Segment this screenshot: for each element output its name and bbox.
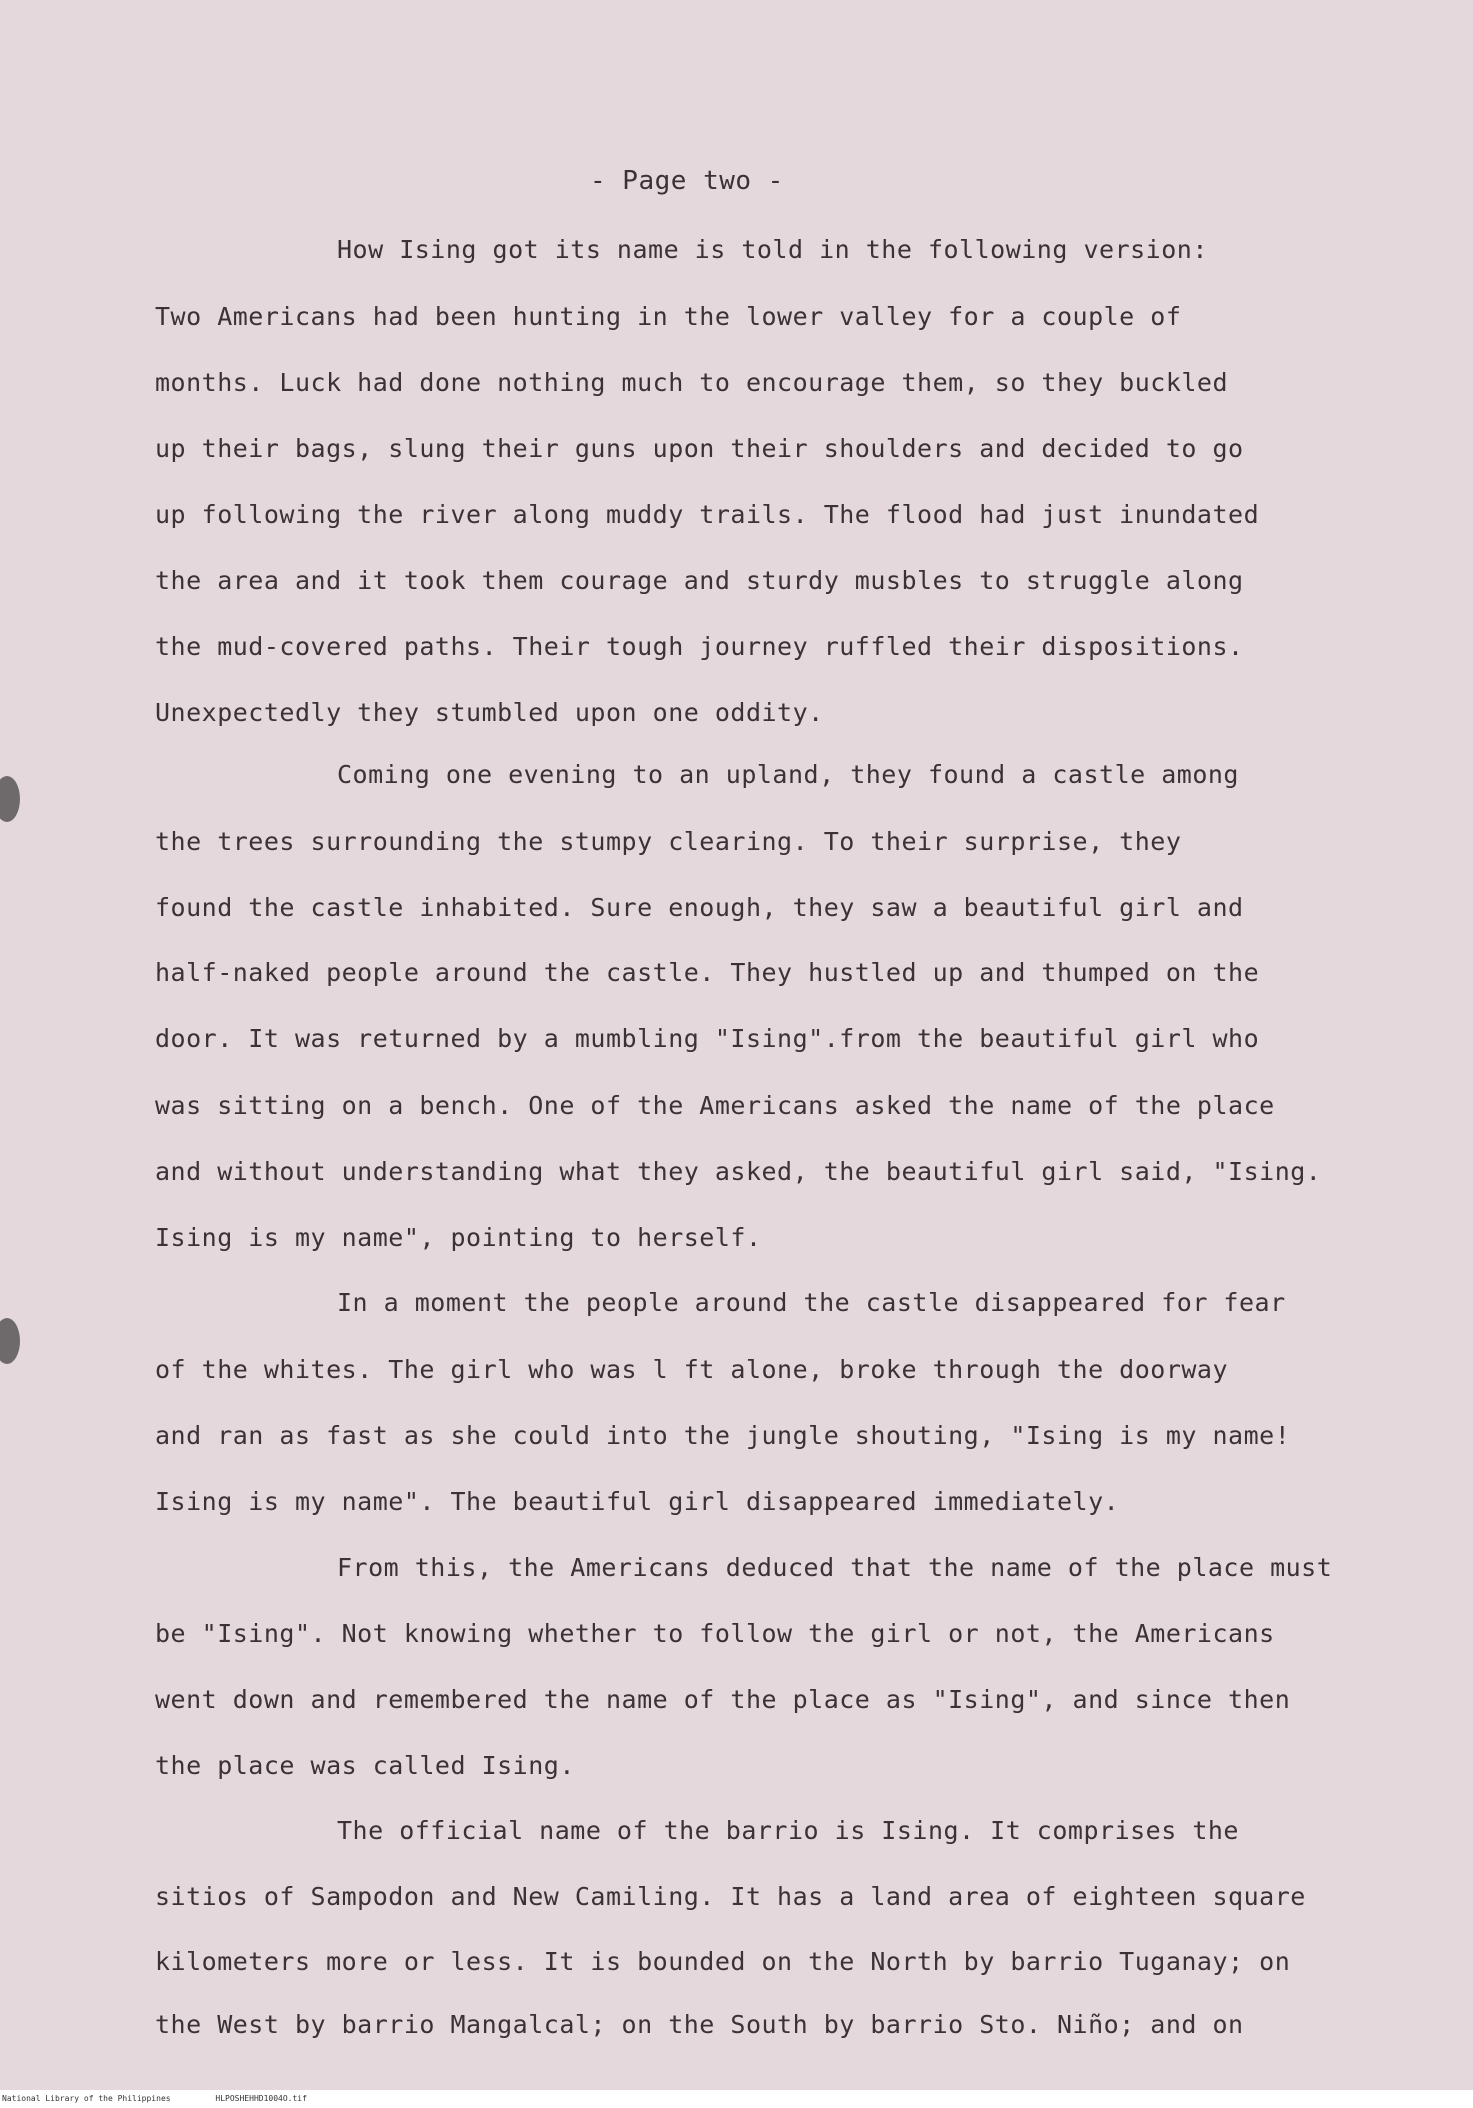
- text-line: months. Luck had done nothing much to encourage them, so they buckled: [155, 368, 1229, 397]
- text-line: and without understanding what they asked, the beautiful girl said, "Ising.: [155, 1157, 1322, 1186]
- footer-file: HLPOSHEHHD1004O.tif: [215, 2094, 307, 2103]
- text-line: and ran as fast as she could into the jungle shouting, "Ising is my name!: [155, 1421, 1291, 1450]
- text-line: The official name of the barrio is Ising. It comprises the: [337, 1816, 1239, 1845]
- text-line: Ising is my name", pointing to herself.: [155, 1223, 762, 1252]
- text-line: half-naked people around the castle. They hustled up and thumped on the: [155, 958, 1260, 987]
- text-line: was sitting on a bench. One of the Americans asked the name of the place: [155, 1091, 1275, 1120]
- text-line: the place was called Ising.: [155, 1751, 575, 1780]
- text-line: sitios of Sampodon and New Camiling. It has a land area of eighteen square: [155, 1882, 1306, 1911]
- text-line: Unexpectedly they stumbled upon one oddity.: [155, 698, 824, 727]
- text-line: found the castle inhabited. Sure enough, they saw a beautiful girl and: [155, 893, 1244, 922]
- footer-library: National Library of the Philippines: [2, 2094, 171, 2103]
- text-line: up their bags, slung their guns upon their shoulders and decided to go: [155, 434, 1244, 463]
- text-line: the trees surrounding the stumpy clearing. To their surprise, they: [155, 827, 1182, 856]
- binder-hole: [0, 1318, 20, 1364]
- text-line: went down and remembered the name of the place as "Ising", and since then: [155, 1685, 1291, 1714]
- text-line: kilometers more or less. It is bounded on the North by barrio Tuganay; on: [155, 1947, 1291, 1976]
- text-line: From this, the Americans deduced that the name of the place must: [337, 1553, 1333, 1582]
- binder-hole: [0, 776, 20, 822]
- text-line: the area and it took them courage and sturdy musbles to struggle along: [155, 566, 1244, 595]
- text-line: Two Americans had been hunting in the lower valley for a couple of: [155, 302, 1182, 331]
- text-line: door. It was returned by a mumbling "Ising".from the beautiful girl who: [155, 1024, 1260, 1053]
- scan-footer: [0, 2090, 1473, 2108]
- text-line: How Ising got its name is told in the following version:: [337, 235, 1208, 264]
- text-line: the mud-covered paths. Their tough journey ruffled their dispositions.: [155, 632, 1244, 661]
- text-line: Coming one evening to an upland, they found a castle among: [337, 760, 1239, 789]
- page-title: - Page two -: [590, 166, 784, 196]
- text-line: up following the river along muddy trails. The flood had just inundated: [155, 500, 1260, 529]
- text-line: Ising is my name". The beautiful girl disappeared immediately.: [155, 1487, 1120, 1516]
- text-line: of the whites. The girl who was l ft alone, broke through the doorway: [155, 1355, 1229, 1384]
- text-line: In a moment the people around the castle disappeared for fear: [337, 1288, 1286, 1317]
- text-line: be "Ising". Not knowing whether to follow the girl or not, the Americans: [155, 1619, 1275, 1648]
- text-line: the West by barrio Mangalcal; on the South by barrio Sto. Niño; and on: [155, 2010, 1244, 2039]
